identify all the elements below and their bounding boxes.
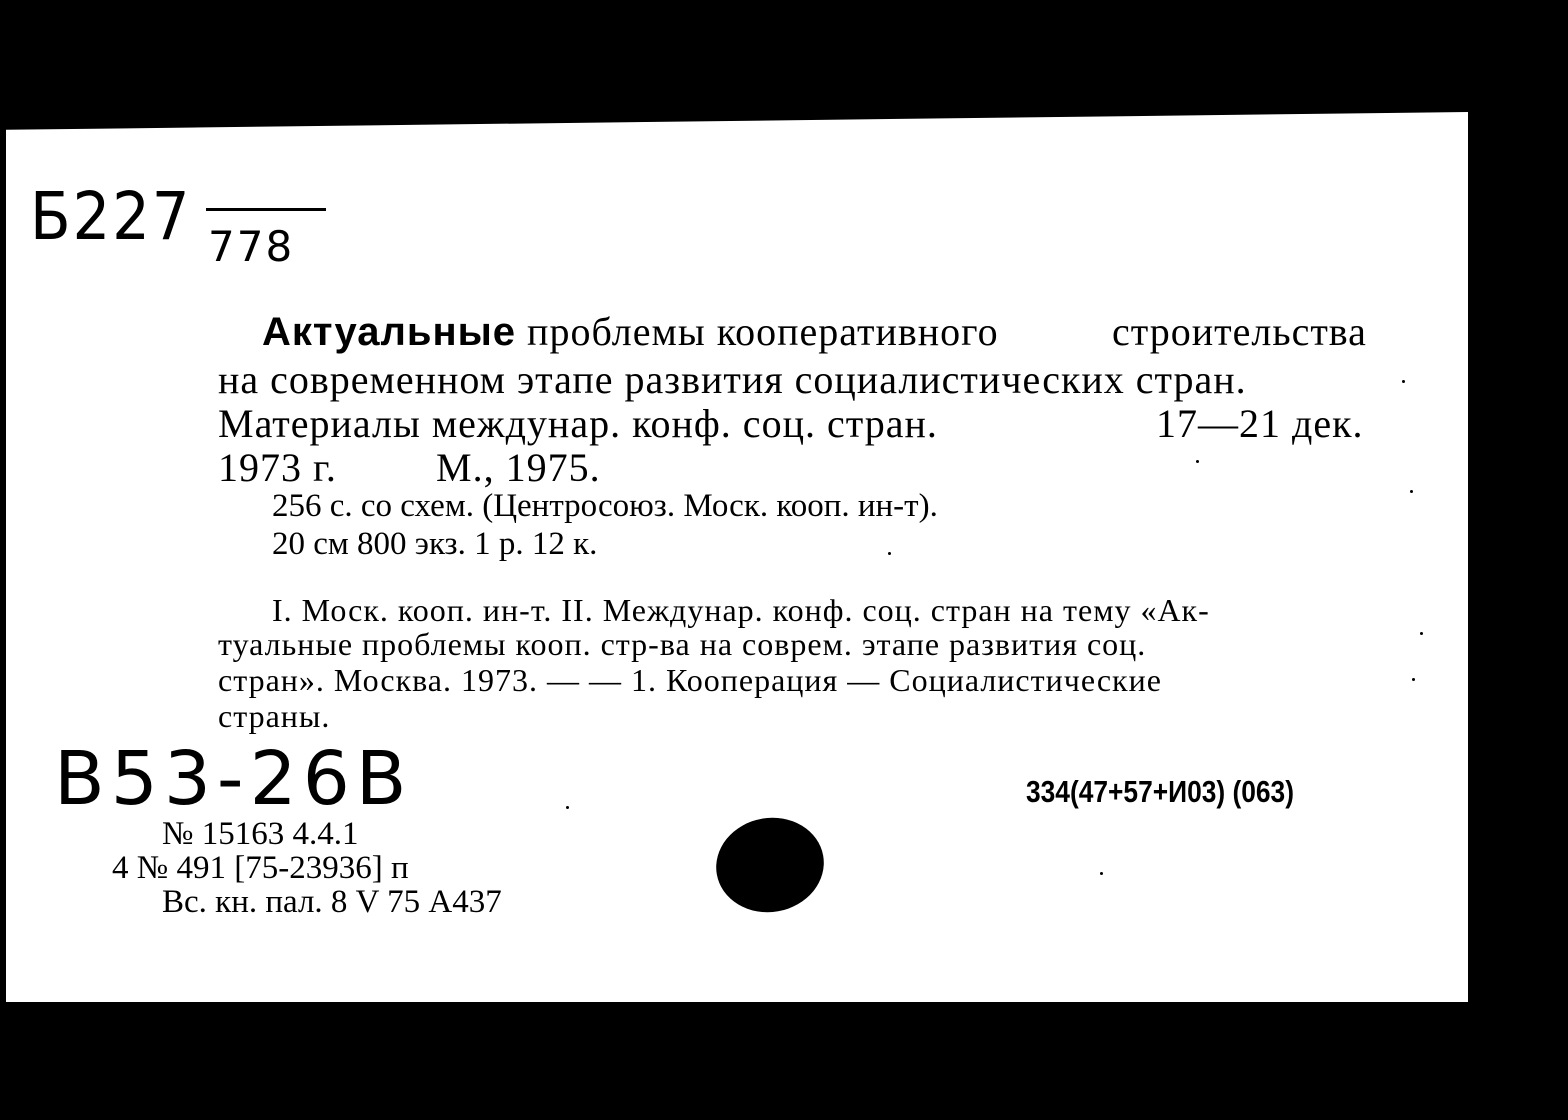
scan-speck (1196, 460, 1199, 463)
scan-speck (1100, 872, 1103, 875)
scan-speck (1410, 490, 1413, 493)
added-entry-line-2: туальные проблемы кооп. стр-ва на соврем. этапе развития соц. (218, 626, 1147, 662)
added-entry-line-4: страны. (218, 698, 331, 734)
title-line-1 (262, 309, 999, 354)
scan-speck (1402, 380, 1405, 383)
title-line-4a: 1973 г. (218, 445, 337, 490)
classification-code: 334(47+57+И03) (063) (1026, 774, 1295, 809)
print-info-line-1: № 15163 4.4.1 (162, 816, 359, 852)
print-info-line-2: 4 № 491 [75-23936] п (112, 850, 409, 886)
call-number-bottom: В53-26В (54, 736, 413, 822)
scan-speck (888, 552, 891, 555)
physical-line-1: 256 с. со схем. (Центросоюз. Моск. кооп. ин-т). (272, 488, 938, 524)
print-info-line-3: Вс. кн. пал. 8 V 75 А437 (162, 884, 502, 920)
added-entry-line-1: I. Моск. кооп. ин-т. II. Междунар. конф. соц. стран на тему «Ак- (272, 592, 1210, 628)
added-entry-line-3: стран». Москва. 1973. — — 1. Кооперация — Социалистические (218, 662, 1162, 698)
call-number-main: Б227 (30, 178, 192, 255)
scan-speck (1420, 632, 1423, 635)
title-bold-word: Актуальные (262, 310, 517, 354)
title-line-1-end: строительства (1112, 309, 1367, 354)
call-number-sub: 778 (208, 222, 295, 271)
call-number-overline (206, 208, 326, 211)
title-line-4b: М., 1975. (436, 445, 601, 490)
title-line-3b: 17—21 дек. (1156, 401, 1364, 446)
scan-speck (1412, 678, 1415, 681)
physical-line-2: 20 см 800 экз. 1 р. 12 к. (272, 526, 598, 562)
scan-speck (566, 806, 569, 809)
scan-artifact (462, 104, 470, 116)
title-line-2: на современном этапе развития социалистических стран. (218, 357, 1247, 402)
title-line-1-rest: проблемы кооперативного (527, 309, 999, 354)
title-line-3a: Материалы междунар. конф. соц. стран. (218, 401, 938, 446)
